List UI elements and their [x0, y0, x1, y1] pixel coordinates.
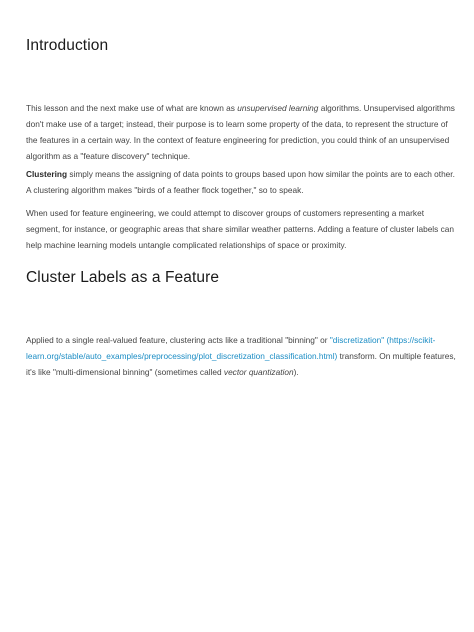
cluster-labels-paragraph: [26, 332, 456, 380]
discretization-url-link[interactable]: (https://scikit-learn.org/stable/auto_examples/preprocessing/plot_discretization_classification.html): [26, 335, 436, 361]
text-span: algorithms. Unsupervised algorithms don't make use of a target; instead, their purpose is to learn some property of the data, to represent the structure of the features in a certain way. In the context of feature engineering for prediction, you could think of an unsupervised algorithm as a "feature discovery" technique.: [26, 103, 455, 161]
emphasis-vector-quantization: vector quantization: [223, 367, 294, 377]
discretization-link[interactable]: "discretization": [329, 335, 385, 345]
text-span: When used for feature engineering, we could attempt to discover groups of customers representing a market segment, for instance, or geographic areas that share similar weather patterns. Adding a feature of cluster labels can help machine learning models untangle complicated relationships of space or proximity.: [26, 208, 454, 250]
emphasis-unsupervised-learning: unsupervised learning: [237, 103, 319, 113]
intro-paragraph-1: [26, 100, 456, 164]
text-span: ).: [293, 367, 299, 377]
cluster-labels-heading: Cluster Labels as a Feature: [26, 269, 220, 286]
text-span: This lesson and the next make use of what are known as: [26, 103, 238, 113]
text-span: Applied to a single real-valued feature, clustering acts like a traditional "binning" or: [26, 335, 330, 345]
text-span: transform. On multiple features, it's like "multi-dimensional binning" (sometimes called: [26, 351, 456, 377]
intro-paragraph-2: [26, 166, 456, 198]
text-span: simply means the assigning of data points to groups based upon how similar the points are to each other. A clustering algorithm makes "birds of a feather flock together," so to speak.: [26, 169, 455, 195]
introduction-heading: Introduction: [26, 37, 109, 54]
bold-clustering: Clustering: [26, 169, 68, 179]
intro-paragraph-3: [26, 205, 456, 253]
